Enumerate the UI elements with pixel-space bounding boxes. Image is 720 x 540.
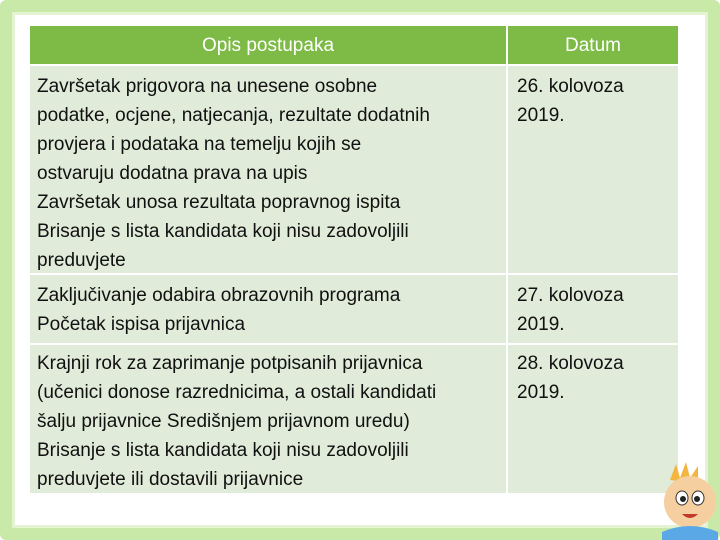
date-line: 2019. [517,314,565,335]
row-date [507,274,679,344]
row-description [29,344,507,494]
description-line: Završetak prigovora na unesene osobne [37,76,378,97]
description-line: šalju prijavnice Središnjem prijavnom uredu) [37,411,410,432]
description-line: ostvaruju dodatna prava na upis [37,163,308,184]
schedule-table [29,25,679,494]
table-row [29,65,679,274]
date-line: 28. kolovoza [517,353,624,374]
date-line: 2019. [517,105,565,126]
row-description [29,65,507,274]
row-date [507,65,679,274]
table-row [29,344,679,494]
description-line: Brisanje s lista kandidata koji nisu zadovoljili [37,221,409,242]
date-line: 26. kolovoza [517,76,624,97]
description-line: (učenici donose razrednicima, a ostali kandidati [37,382,437,403]
cartoon-child-icon [640,440,720,540]
date-line: 27. kolovoza [517,285,624,306]
table-row [29,274,679,344]
header-date: Datum [507,25,679,65]
header-description: Opis postupaka [29,25,507,65]
description-line: Brisanje s lista kandidata koji nisu zadovoljili [37,440,409,461]
row-description [29,274,507,344]
date-line: 2019. [517,382,565,403]
description-line: Početak ispisa prijavnica [37,314,246,335]
description-line: podatke, ocjene, natjecanja, rezultate dodatnih [37,105,430,126]
table-header-row [29,25,679,65]
description-line: Završetak unosa rezultata popravnog ispita [37,192,401,213]
description-line: preduvjete [37,250,126,271]
description-line: Zaključivanje odabira obrazovnih programa [37,285,401,306]
description-line: Krajnji rok za zaprimanje potpisanih prijavnica [37,353,423,374]
description-line: preduvjete ili dostavili prijavnice [37,469,304,490]
description-line: provjera i podataka na temelju kojih se [37,134,362,155]
